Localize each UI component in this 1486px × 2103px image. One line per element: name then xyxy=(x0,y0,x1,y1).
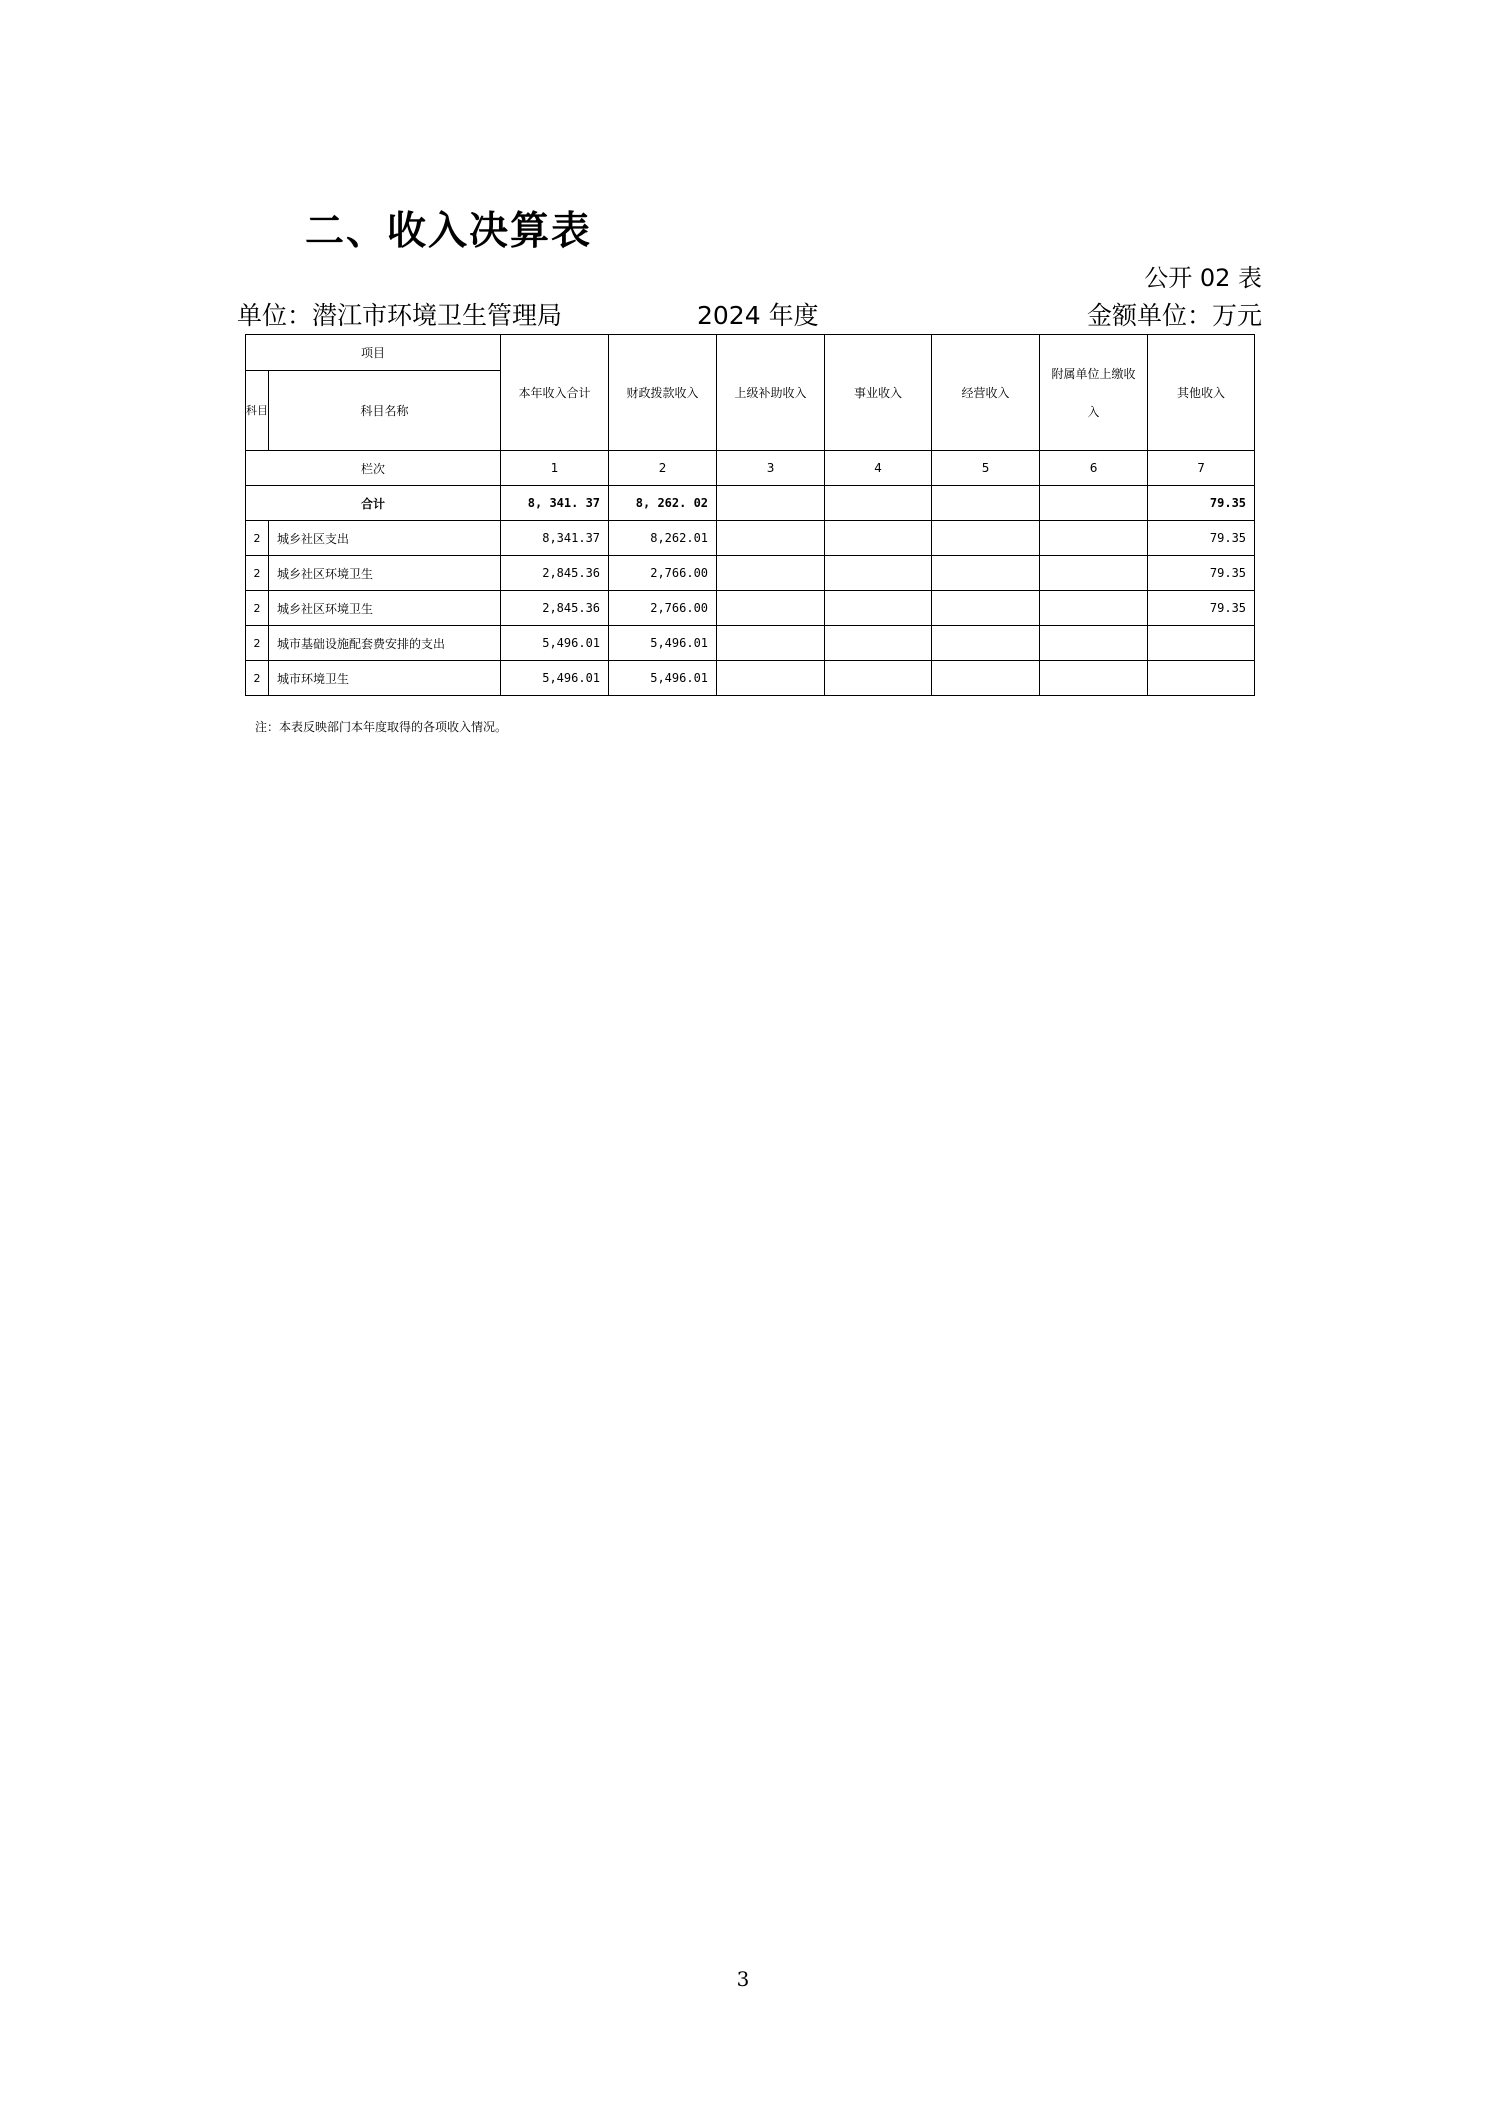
row-cell: 79.35 xyxy=(1148,521,1255,556)
row-cell xyxy=(932,591,1040,626)
header-name: 科目名称 xyxy=(269,371,501,451)
row-cell: 2,845.36 xyxy=(501,556,609,591)
column-header: 本年收入合计 xyxy=(501,335,609,451)
total-cell xyxy=(932,486,1040,521)
table-row xyxy=(246,556,1255,591)
row-cell xyxy=(1040,591,1148,626)
row-name: 城乡社区环境卫生 xyxy=(269,556,501,591)
column-header: 附属单位上缴收入 xyxy=(1040,335,1148,451)
total-cell: 8, 341. 37 xyxy=(501,486,609,521)
row-cell: 2,845.36 xyxy=(501,591,609,626)
row-cell xyxy=(1040,626,1148,661)
row-cell xyxy=(932,556,1040,591)
row-cell: 5,496.01 xyxy=(609,626,717,661)
total-cell xyxy=(825,486,932,521)
table-row xyxy=(246,626,1255,661)
page-title: 二、收入决算表 xyxy=(305,209,593,254)
row-cell xyxy=(1148,661,1255,696)
row-cell xyxy=(932,521,1040,556)
row-cell xyxy=(825,521,932,556)
row-cell xyxy=(1148,626,1255,661)
row-code: 2 xyxy=(246,626,269,661)
total-cell xyxy=(717,486,825,521)
row-name: 城乡社区环境卫生 xyxy=(269,591,501,626)
row-cell xyxy=(825,556,932,591)
column-header: 经营收入 xyxy=(932,335,1040,451)
row-code: 2 xyxy=(246,521,269,556)
row-code: 2 xyxy=(246,556,269,591)
col-number: 2 xyxy=(609,451,717,486)
page-number: 3 xyxy=(736,1967,750,1991)
row-cell xyxy=(825,661,932,696)
row-cell xyxy=(932,661,1040,696)
col-number: 3 xyxy=(717,451,825,486)
row-cell xyxy=(717,626,825,661)
row-cell: 8,262.01 xyxy=(609,521,717,556)
row-cell: 2,766.00 xyxy=(609,591,717,626)
row-cell xyxy=(825,626,932,661)
table-row xyxy=(246,521,1255,556)
row-code: 2 xyxy=(246,661,269,696)
total-label: 合计 xyxy=(246,486,501,521)
header-code: 科目 xyxy=(246,371,269,451)
row-cell xyxy=(717,661,825,696)
row-cell xyxy=(1040,521,1148,556)
row-cell: 2,766.00 xyxy=(609,556,717,591)
col-number: 1 xyxy=(501,451,609,486)
col-index-label: 栏次 xyxy=(246,451,501,486)
row-name: 城乡社区支出 xyxy=(269,521,501,556)
table-row xyxy=(246,661,1255,696)
header-row-1 xyxy=(246,335,1255,371)
row-cell xyxy=(717,556,825,591)
row-cell xyxy=(932,626,1040,661)
col-number: 5 xyxy=(932,451,1040,486)
column-header: 上级补助收入 xyxy=(717,335,825,451)
row-cell: 79.35 xyxy=(1148,556,1255,591)
row-cell xyxy=(825,591,932,626)
row-cell xyxy=(1040,556,1148,591)
row-cell: 5,496.01 xyxy=(501,661,609,696)
row-cell: 8,341.37 xyxy=(501,521,609,556)
row-name: 城市基础设施配套费安排的支出 xyxy=(269,626,501,661)
row-cell: 79.35 xyxy=(1148,591,1255,626)
row-cell xyxy=(717,591,825,626)
col-number: 7 xyxy=(1148,451,1255,486)
header-project: 项目 xyxy=(246,335,501,371)
table-row xyxy=(246,591,1255,626)
total-cell: 79.35 xyxy=(1148,486,1255,521)
row-name: 城市环境卫生 xyxy=(269,661,501,696)
year-label: 2024 年度 xyxy=(697,301,819,330)
column-header: 其他收入 xyxy=(1148,335,1255,451)
total-cell xyxy=(1040,486,1148,521)
column-header: 事业收入 xyxy=(825,335,932,451)
col-number: 6 xyxy=(1040,451,1148,486)
form-code: 公开 02 表 xyxy=(1144,264,1262,292)
income-table xyxy=(245,334,1255,696)
col-index-row xyxy=(246,451,1255,486)
table-note: 注：本表反映部门本年度取得的各项收入情况。 xyxy=(255,720,508,734)
unit-label: 单位：潜江市环境卫生管理局 xyxy=(237,301,563,330)
row-cell xyxy=(717,521,825,556)
row-cell: 5,496.01 xyxy=(609,661,717,696)
row-cell: 5,496.01 xyxy=(501,626,609,661)
column-header: 财政拨款收入 xyxy=(609,335,717,451)
col-number: 4 xyxy=(825,451,932,486)
total-row xyxy=(246,486,1255,521)
table-meta xyxy=(237,296,1262,330)
amount-unit-label: 金额单位：万元 xyxy=(1086,301,1262,330)
total-cell: 8, 262. 02 xyxy=(609,486,717,521)
row-cell xyxy=(1040,661,1148,696)
row-code: 2 xyxy=(246,591,269,626)
